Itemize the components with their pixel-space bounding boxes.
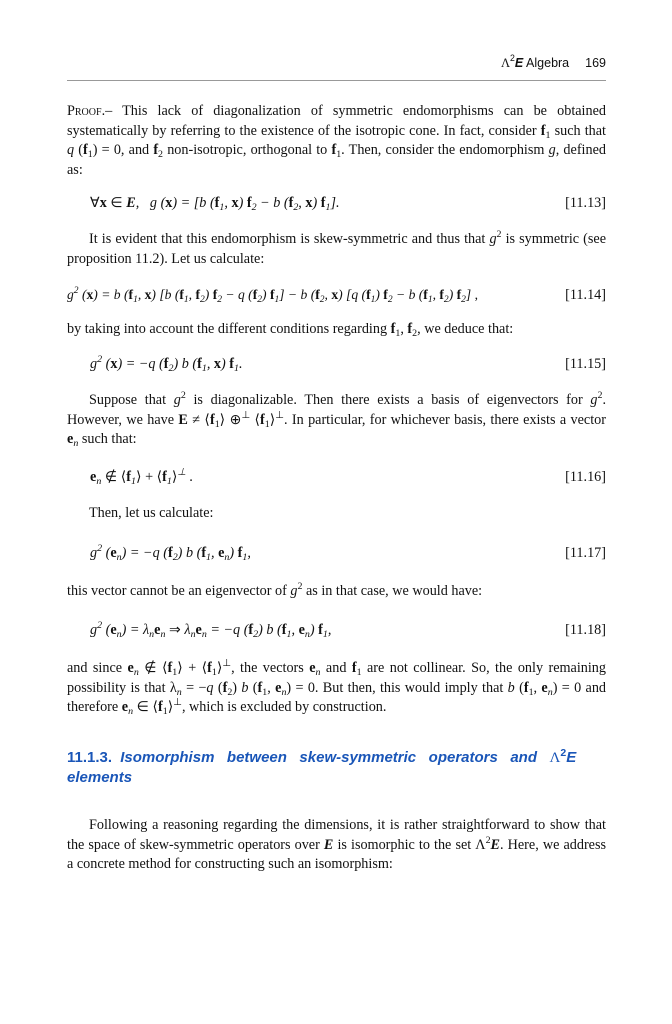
equation-tag: [11.18] (565, 622, 606, 639)
equation-11-13: ∀x ∈ E, g (x) = [b ($f_1$, x) $f_2 - b$ ($f_2$, x) $f_1$]. [11.13] (67, 192, 606, 214)
paragraph-6: this vector cannot be an eigenvector of $g^2$ as in that case, we would have: (67, 580, 483, 599)
running-header (67, 53, 606, 78)
paragraph-5: Then, let us calculate: (89, 504, 214, 521)
proof-label: Proof. (67, 103, 106, 119)
equation-tag: [11.13] (565, 195, 606, 212)
page-number: 169 (585, 56, 606, 70)
equation-11-16: $e_n$ ∉ $⟨f_1⟩$ + $⟨f_1⟩^\perp$ . [11.16] (90, 466, 606, 487)
section-heading (67, 748, 606, 788)
paragraph-3: by taking into account the different conditions regarding $f_1$, $f_2$, we deduce that: (67, 320, 514, 339)
equation-11-14: $g^2$ (x) = b ($f_1$, x) [b ($f_1$, $f_2$) $f_2 - q$ $(f_2) f_1] - b$ ($f_2$, x) [q $(f_1) f_2 - b$ ($f_1$, $f_2$) $f_2$] , [11.14] (67, 285, 606, 305)
paragraph-2: It is evident that this endomorphism is skew-symmetric and thus that $g^2$ is symmetric (see proposition 11.2). Let us calculate: (67, 229, 606, 267)
header-title: $\Lambda^2E$ Algebra (500, 53, 570, 70)
body-text (67, 102, 606, 875)
equation-tag: [11.15] (565, 356, 606, 373)
section-title: Isomorphism between skew-symmetric operators and $\Lambda^2E$ elements (67, 746, 577, 786)
proof-paragraph-rendered: Proof.– This lack of diagonalization of symmetric endomorphisms can be obtained systematically by referring to the existence of the isotropic cone. In fact, consider $f_1$ such that q $(f_1) = 0$, and $f_2$ non-isotropic, orthogonal to $f_1$. Then, consider the endomorphism g, defined as: (67, 103, 606, 178)
equation-tag: [11.17] (565, 544, 606, 561)
equation-11-18: $g^2$ $(e_n) = \lambda_ne_n$ ⇒ $\lambda_ne_n = -q$ $(f_2)$ b ($f_1$, $e_n$) $f_1$, [11.18] (90, 620, 606, 641)
paragraph-7: and since $e_n$ ∉ $⟨f_1⟩$ + $⟨f_1⟩^\perp$, the vectors $e_n$ and $f_1$ are not collinear. So, the only remaining possibility is that $\lambda_n = -q$ $(f_2)$ b ($f_1$, $e_n) = 0$. But then, this would imply that b ($f_1$, $e_n) = 0$ and therefore $e_n$ ∈ $⟨f_1⟩^\perp$, which is excluded by construction. (67, 658, 607, 718)
paragraph-4: Suppose that $g^2$ is diagonalizable. Then there exists a basis of eigenvectors for $g^2$. However, we have $E \ne ⟨f_1⟩$ ⊕⊥ $⟨f_1⟩^\perp$. In particular, for whichever basis, there exists a vector $e_n$ such that: (67, 390, 606, 450)
equation-11-17: $g^2$ $(e_n) = -q$ $(f_2)$ b ($f_1$, $e_n$) $f_1$, [11.17] (90, 542, 606, 563)
header-rule (67, 80, 606, 81)
equation-11-15: $g^2$ (x) = −q $(f_2)$ b ($f_1$, x) $f_1$. [11.15] (90, 354, 606, 375)
paragraph-8: Following a reasoning regarding the dimensions, it is rather straightforward to show that the space of skew-symmetric operators over E is isomorphic to the set $\Lambda^2E$. Here, we address a concrete method for constructing such an isomorphism: (67, 816, 607, 873)
section-number: 11.1.3. (67, 748, 113, 766)
equation-tag: [11.16] (565, 468, 606, 485)
equation-tag: [11.14] (565, 286, 606, 303)
